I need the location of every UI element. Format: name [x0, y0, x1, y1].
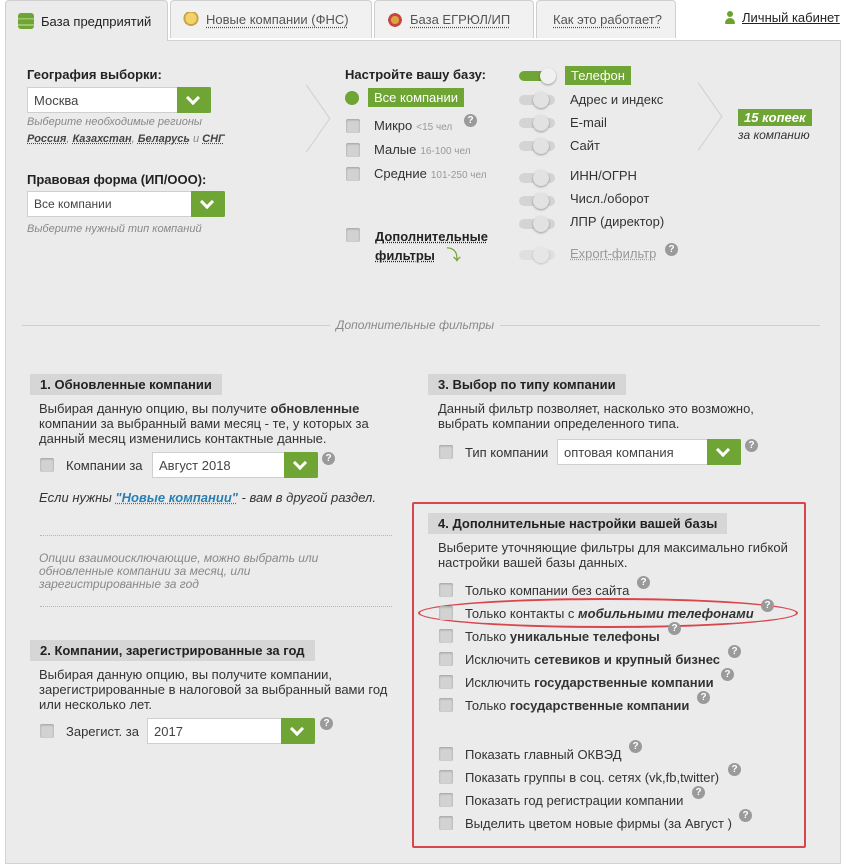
- address-label: Адрес и индекс: [570, 92, 664, 107]
- all-companies-radio[interactable]: [345, 91, 359, 105]
- step-chevron-1: [302, 90, 316, 150]
- price-unit: за компанию: [738, 128, 810, 142]
- section-3-title: 3. Выбор по типу компании: [428, 374, 626, 395]
- extra-filters-checkbox[interactable]: [346, 228, 360, 242]
- chevron-down-icon: [191, 191, 225, 217]
- month-checkbox-label: Компании за: [66, 458, 143, 473]
- opt-text: Только: [465, 698, 510, 713]
- section-4-desc: Выберите уточняющие фильтры для максимально гибкой настройки вашей базы данных.: [438, 540, 788, 570]
- step-chevron-2: [694, 88, 708, 148]
- year-checkbox-label: Зарегист. за: [66, 724, 139, 739]
- help-icon[interactable]: ?: [745, 439, 758, 452]
- gov-only-checkbox[interactable]: [439, 698, 453, 712]
- geo-heading: География выборки:: [27, 67, 162, 82]
- medium-text: Средние: [374, 166, 427, 181]
- opt-text: Только контакты с: [465, 606, 579, 621]
- tab-egrul[interactable]: [374, 0, 534, 38]
- opt-bold: государственные компании: [509, 698, 690, 713]
- opt-bold: уникальные телефоны: [509, 629, 660, 644]
- divider-label: Дополнительные фильтры: [330, 318, 500, 332]
- export-label[interactable]: Export-фильтр: [570, 246, 657, 261]
- highlight-new-label: Выделить цветом новые фирмы (за Август ): [465, 816, 732, 831]
- opt-bold: сетевиков и крупный бизнес: [534, 652, 721, 667]
- region-link-cis[interactable]: СНГ: [202, 133, 225, 145]
- opt-bold: государственные компании: [534, 675, 714, 690]
- geo-value: Москва: [34, 92, 79, 108]
- email-label: E-mail: [570, 115, 607, 130]
- opt-text: Только: [465, 629, 510, 644]
- small-note: 16-100 чел: [420, 146, 471, 157]
- price-badge: 15 копеек: [738, 109, 812, 126]
- help-icon[interactable]: ?: [728, 645, 741, 658]
- help-icon[interactable]: ?: [728, 763, 741, 776]
- all-companies-label[interactable]: Все компании: [368, 88, 464, 107]
- region-link-russia[interactable]: Россия: [27, 133, 67, 145]
- company-type-value: оптовая компания: [564, 444, 674, 460]
- medium-checkbox[interactable]: [346, 167, 360, 181]
- export-toggle[interactable]: [519, 250, 555, 260]
- small-checkbox[interactable]: [346, 143, 360, 157]
- site-toggle[interactable]: [519, 141, 555, 151]
- base-heading: Настройте вашу базу:: [345, 67, 486, 82]
- emblem-icon: [387, 12, 403, 28]
- chevron-down-icon: [284, 452, 318, 478]
- desc-part: компании за выбранный вами месяц - те, у которых за данный месяц изменились контактные данные.: [39, 416, 369, 446]
- social-groups-label: Показать группы в соц. сетях (vk,fb,twitter): [465, 770, 720, 785]
- tab-new-companies[interactable]: [170, 0, 372, 38]
- company-type-select[interactable]: [557, 439, 741, 465]
- chevron-down-icon: [177, 87, 211, 113]
- phone-label: Телефон: [565, 66, 631, 85]
- arrow-down-icon: ⤵: [446, 247, 461, 263]
- user-icon: [724, 11, 736, 25]
- help-icon[interactable]: ?: [692, 786, 705, 799]
- note-part: Если нужны: [39, 490, 116, 505]
- inn-label: ИНН/ОГРН: [570, 168, 637, 183]
- staff-toggle[interactable]: [519, 196, 555, 206]
- lpr-label: ЛПР (директор): [570, 214, 665, 229]
- medium-label: [374, 166, 487, 181]
- micro-checkbox[interactable]: [346, 119, 360, 133]
- desc-part: Выбирая данную опцию, вы получите: [39, 401, 271, 416]
- year-select[interactable]: [147, 718, 315, 744]
- help-icon[interactable]: ?: [665, 243, 678, 256]
- year-checkbox[interactable]: [40, 724, 54, 738]
- section-2-title: 2. Компании, зарегистрированные за год: [30, 640, 315, 661]
- social-groups-checkbox[interactable]: [439, 770, 453, 784]
- help-icon[interactable]: ?: [322, 452, 335, 465]
- extra-filters-link[interactable]: [375, 228, 488, 265]
- unique-phones-label: [465, 629, 660, 644]
- region-link-belarus[interactable]: Беларусь: [137, 133, 190, 145]
- exclude-gov-checkbox[interactable]: [439, 675, 453, 689]
- extra-filters-line1: Дополнительные: [375, 229, 488, 244]
- chevron-down-icon: [281, 718, 315, 744]
- tab-label: Новые компании (ФНС): [206, 12, 349, 27]
- micro-text: Микро: [374, 118, 413, 133]
- reg-year-label: Показать год регистрации компании: [465, 793, 684, 808]
- legal-hint: Выберите нужный тип компаний: [27, 223, 202, 235]
- no-site-checkbox[interactable]: [439, 583, 453, 597]
- legal-select[interactable]: [27, 191, 225, 217]
- tab-label: База предприятий: [41, 13, 152, 29]
- section-4-title: 4. Дополнительные настройки вашей базы: [428, 513, 727, 534]
- highlight-new-checkbox[interactable]: [439, 816, 453, 830]
- help-icon[interactable]: ?: [637, 576, 650, 589]
- exclude-gov-label: [465, 675, 714, 690]
- gov-only-label: [465, 698, 689, 713]
- coins-icon: [183, 12, 199, 28]
- small-label: [374, 142, 471, 157]
- help-icon[interactable]: ?: [668, 622, 681, 635]
- help-icon[interactable]: ?: [739, 809, 752, 822]
- note-part: - вам в другой раздел.: [237, 490, 376, 505]
- opt-text: Исключить: [465, 652, 535, 667]
- micro-note: <15 чел: [416, 122, 453, 133]
- address-toggle[interactable]: [519, 95, 555, 105]
- help-icon[interactable]: ?: [629, 740, 642, 753]
- no-site-label: Только компании без сайта: [465, 583, 630, 598]
- medium-note: 101-250 чел: [430, 170, 487, 181]
- month-checkbox[interactable]: [40, 458, 54, 472]
- section-1-title: 1. Обновленные компании: [30, 374, 222, 395]
- month-select[interactable]: [152, 452, 318, 478]
- database-icon: [18, 13, 34, 29]
- inn-toggle[interactable]: [519, 173, 555, 183]
- exclude-chains-label: [465, 652, 720, 667]
- company-type-checkbox[interactable]: [439, 445, 453, 459]
- help-icon[interactable]: ?: [761, 599, 774, 612]
- region-link-kazakhstan[interactable]: Казахстан: [72, 133, 132, 145]
- site-label: Сайт: [570, 138, 600, 153]
- help-icon[interactable]: ?: [464, 114, 477, 127]
- geo-region-links: Россия, Казахстан, Беларусь и СНГ: [27, 133, 225, 145]
- extra-filters-line2: фильтры: [375, 248, 435, 263]
- company-type-label: Тип компании: [465, 445, 549, 460]
- okved-label: Показать главный ОКВЭД: [465, 747, 622, 762]
- email-toggle[interactable]: [519, 118, 555, 128]
- options-note: Опции взаимоисключающие, можно выбрать или обновленные компании за месяц, или зарегистрированные за год: [39, 551, 319, 591]
- help-icon[interactable]: ?: [320, 717, 333, 730]
- tab-enterprise-base[interactable]: [5, 0, 168, 41]
- opt-bold: мобильными телефонами: [578, 606, 754, 621]
- section-1-desc: [39, 401, 369, 446]
- new-companies-note: [39, 490, 376, 505]
- micro-label: [374, 118, 452, 133]
- okved-checkbox[interactable]: [439, 747, 453, 761]
- year-value: 2017: [154, 723, 183, 739]
- opt-text: Исключить: [465, 675, 535, 690]
- geo-select[interactable]: [27, 87, 211, 113]
- small-text: Малые: [374, 142, 417, 157]
- mobile-only-label: [465, 606, 754, 621]
- legal-heading: Правовая форма (ИП/ООО):: [27, 172, 207, 187]
- section-2-desc: Выбирая данную опцию, вы получите компании, зарегистрированные в налоговой за выбранный вами год или несколько лет.: [39, 667, 388, 712]
- personal-cabinet-link[interactable]: [724, 10, 840, 25]
- chevron-down-icon: [707, 439, 741, 465]
- staff-label: Числ./оборот: [570, 191, 650, 206]
- tab-how-it-works[interactable]: [536, 0, 676, 38]
- new-companies-link[interactable]: "Новые компании": [115, 490, 238, 505]
- desc-bold: обновленные: [270, 401, 360, 416]
- cabinet-label: Личный кабинет: [742, 10, 840, 25]
- geo-hint: Выберите необходимые регионы: [27, 116, 202, 128]
- phone-toggle[interactable]: [519, 71, 555, 81]
- mobile-only-checkbox[interactable]: [439, 606, 453, 620]
- tab-label: База ЕГРЮЛ/ИП: [410, 12, 511, 27]
- lpr-toggle[interactable]: [519, 219, 555, 229]
- help-icon[interactable]: ?: [721, 668, 734, 681]
- exclude-chains-checkbox[interactable]: [439, 652, 453, 666]
- section-3-desc: Данный фильтр позволяет, насколько это возможно, выбрать компании определенного типа.: [438, 401, 754, 431]
- month-value: Август 2018: [159, 457, 231, 473]
- unique-phones-checkbox[interactable]: [439, 629, 453, 643]
- help-icon[interactable]: ?: [697, 691, 710, 704]
- reg-year-checkbox[interactable]: [439, 793, 453, 807]
- tab-label: Как это работает?: [553, 12, 662, 27]
- legal-value: Все компании: [34, 197, 112, 211]
- and-text: и: [192, 133, 200, 145]
